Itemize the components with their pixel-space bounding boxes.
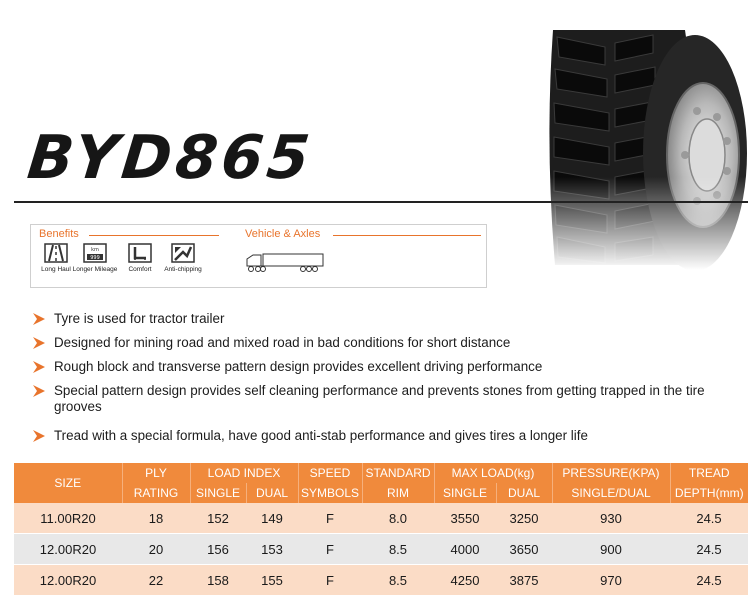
- cell-tread: 24.5: [670, 503, 748, 534]
- cell-max-single: 3550: [434, 503, 496, 534]
- cell-pressure: 970: [552, 565, 670, 596]
- list-item: [30, 383, 730, 415]
- arrow-icon: [32, 312, 46, 326]
- benefit-label: Longer Mileage: [72, 266, 118, 273]
- cell-tread: 24.5: [670, 534, 748, 565]
- arrow-icon: [32, 360, 46, 374]
- cell-ply: 18: [122, 503, 190, 534]
- cell-ply: 22: [122, 565, 190, 596]
- col-header-max-load: MAX LOAD(kg): [434, 463, 552, 483]
- arrow-icon: [32, 384, 46, 398]
- arrow-icon: [32, 336, 46, 350]
- seat-icon: [128, 243, 152, 263]
- list-item-text: Rough block and transverse pattern design provides excellent driving performance: [54, 359, 543, 374]
- feature-list: [30, 311, 730, 444]
- col-subheader-max-dual: DUAL: [496, 483, 552, 503]
- cell-max-single: 4250: [434, 565, 496, 596]
- cell-tread: 24.5: [670, 565, 748, 596]
- list-item: [30, 428, 730, 444]
- cell-rim: 8.5: [362, 565, 434, 596]
- cell-speed: F: [298, 534, 362, 565]
- product-title: BYD865: [24, 123, 317, 193]
- list-item: [30, 311, 730, 327]
- cell-speed: F: [298, 503, 362, 534]
- table-row: [14, 534, 748, 565]
- col-header-speed: SPEED: [298, 463, 362, 483]
- cell-load-single: 158: [190, 565, 246, 596]
- benefit-label: Comfort: [128, 266, 152, 273]
- col-subheader-load-single: SINGLE: [190, 483, 246, 503]
- col-subheader-speed: SYMBOLS: [298, 483, 362, 503]
- cell-rim: 8.5: [362, 534, 434, 565]
- col-header-tread: TREAD: [670, 463, 748, 483]
- vehicle-heading: Vehicle & Axles: [245, 228, 321, 240]
- arrow-icon: [32, 429, 46, 443]
- cell-size: 11.00R20: [14, 503, 122, 534]
- cell-max-single: 4000: [434, 534, 496, 565]
- col-subheader-ply: RATING: [122, 483, 190, 503]
- cell-size: 12.00R20: [14, 534, 122, 565]
- cell-size: 12.00R20: [14, 565, 122, 596]
- road-icon: [44, 243, 68, 263]
- col-subheader-pressure: SINGLE/DUAL: [552, 483, 670, 503]
- benefits-heading-line: [89, 235, 219, 236]
- benefit-anti-chipping: [157, 243, 209, 273]
- odometer-value: 999: [90, 255, 100, 261]
- title-divider: [14, 201, 748, 203]
- cell-max-dual: 3650: [496, 534, 552, 565]
- col-subheader-max-single: SINGLE: [434, 483, 496, 503]
- anti-chipping-icon: [171, 243, 195, 263]
- table-row: [14, 565, 748, 596]
- cell-max-dual: 3875: [496, 565, 552, 596]
- tractor-trailer-icon: [245, 251, 325, 275]
- cell-max-dual: 3250: [496, 503, 552, 534]
- col-subheader-load-dual: DUAL: [246, 483, 298, 503]
- col-header-rim: STANDARD: [362, 463, 434, 483]
- cell-ply: 20: [122, 534, 190, 565]
- cell-load-dual: 153: [246, 534, 298, 565]
- col-subheader-tread: DEPTH(mm): [670, 483, 748, 503]
- cell-rim: 8.0: [362, 503, 434, 534]
- benefits-panel: [30, 224, 487, 288]
- table-row: [14, 503, 748, 534]
- list-item-text: Tread with a special formula, have good anti-stab performance and gives tires a longer life: [54, 428, 588, 443]
- list-item: [30, 335, 730, 351]
- benefit-longer-mileage: [69, 243, 121, 273]
- tire-image: [535, 25, 750, 270]
- spec-table: [14, 463, 748, 596]
- col-header-pressure: PRESSURE(KPA): [552, 463, 670, 483]
- vehicle-heading-line: [333, 235, 481, 236]
- list-item-text: Designed for mining road and mixed road in bad conditions for short distance: [54, 335, 511, 350]
- odometer-icon: [83, 243, 107, 263]
- cell-load-dual: 149: [246, 503, 298, 534]
- list-item-text: Tyre is used for tractor trailer: [54, 311, 225, 326]
- cell-pressure: 900: [552, 534, 670, 565]
- col-subheader-rim: RIM: [362, 483, 434, 503]
- benefit-label: Anti-chipping: [164, 266, 202, 273]
- cell-load-single: 156: [190, 534, 246, 565]
- col-header-ply: PLY: [122, 463, 190, 483]
- cell-load-single: 152: [190, 503, 246, 534]
- cell-speed: F: [298, 565, 362, 596]
- odometer-unit: km: [91, 247, 99, 253]
- cell-load-dual: 155: [246, 565, 298, 596]
- list-item-text: Special pattern design provides self cleaning performance and prevents stones from getting trapped in the tire grooves: [54, 383, 705, 414]
- benefit-label: Long Haul: [41, 266, 71, 273]
- cell-pressure: 930: [552, 503, 670, 534]
- list-item: [30, 359, 730, 375]
- col-header-size: SIZE: [14, 463, 122, 503]
- col-header-load-index: LOAD INDEX: [190, 463, 298, 483]
- benefits-heading: Benefits: [39, 228, 79, 240]
